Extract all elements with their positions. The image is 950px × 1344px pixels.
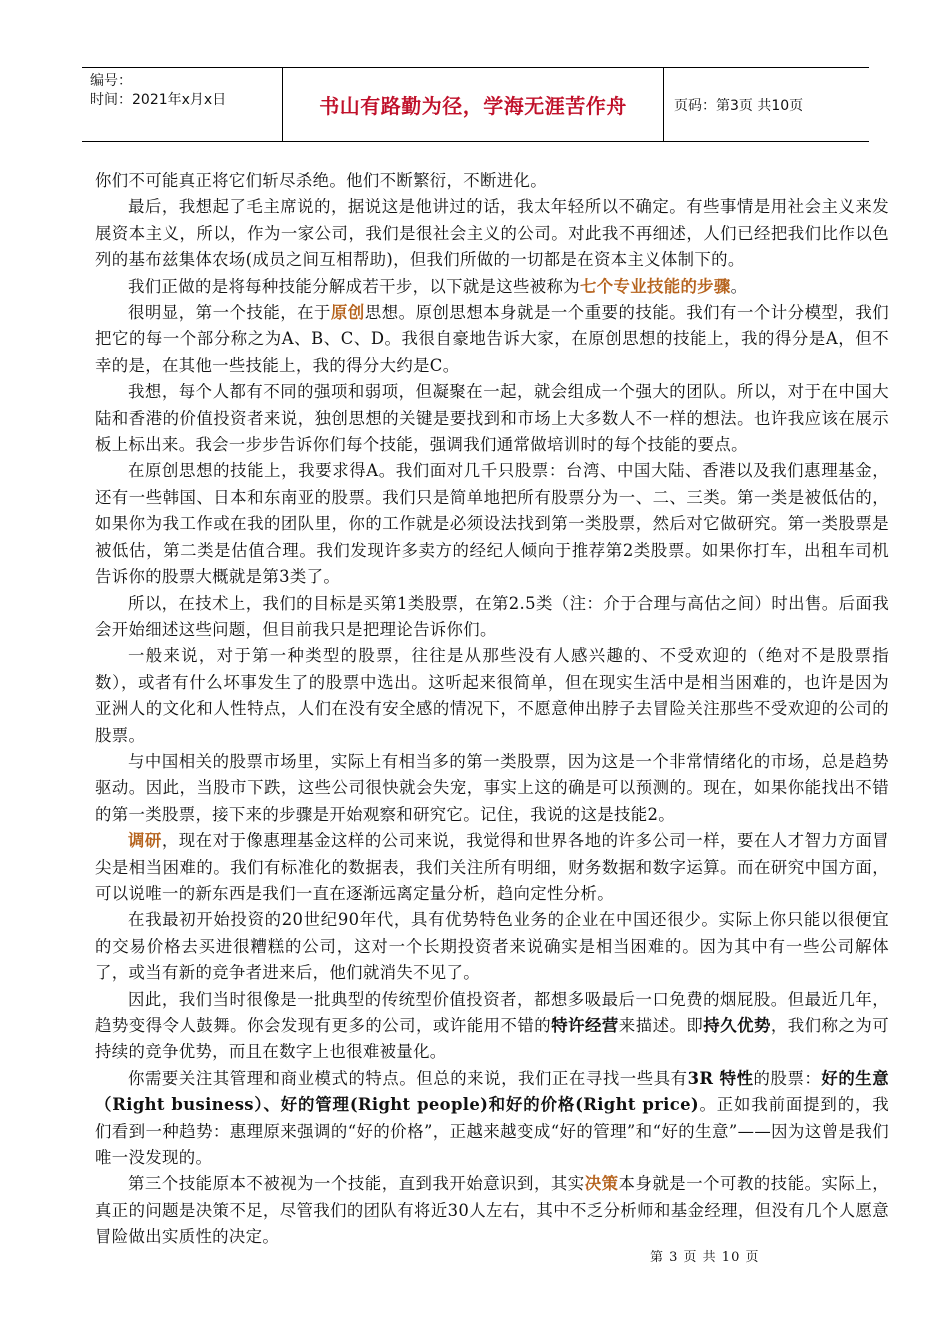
paragraph: 在原创思想的技能上，我要求得A。我们面对几千只股票：台湾、中国大陆、香港以及我们惠理基金，还有一些韩国、日本和东南亚的股票。我们只是简单地把所有股票分为一、二、三类。第一类是被低估的，如果你为我工作或在我的团队里，你的工作就是必须设法找到第一类股票，然后对它做研究。第一类股票是被低估，第二类是估值合理。我们发现许多卖方的经纪人倾向于推荐第2类股票。如果你打车，出租车司机告诉你的股票大概就是第3类了。	[95, 461, 889, 587]
paragraph: 你们不可能真正将它们斩尽杀绝。他们不断繁衍，不断进化。	[95, 171, 547, 190]
bold-term: 特许经营	[551, 1016, 619, 1035]
paragraph: 在我最初开始投资的20世纪90年代，具有优势特色业务的企业在中国还很少。实际上你只能以很便宜的交易价格去买进很糟糕的公司，这对一个长期投资者来说确实是相当困难的。因为其中有一些公司解体了，或当有新的竞争者进来后，他们就消失不见了。	[95, 910, 889, 983]
paragraph: 最后，我想起了毛主席说的，据说这是他讲过的话，我太年轻所以不确定。有些事情是用社会主义来发展资本主义，所以，作为一家公司，我们是很社会主义的公司。对此我不再细述，人们已经把我们比作以色列的基布兹集体农场(成员之间互相帮助)，但我们所做的一切都是在资本主义体制下的。	[95, 197, 889, 270]
text-run: 你需要关注其管理和商业模式的特点。但总的来说，我们正在寻找一些具有	[128, 1068, 688, 1088]
paragraph: 与中国相关的股票市场里，实际上有相当多的第一类股票，因为这是一个非常情绪化的市场，总是趋势驱动。因此，当股市下跌，这些公司很快就会失宠，事实上这的确是可以预测的。现在，如果你能找出不错的第一类股票，接下来的步骤是开始观察和研究它。记住，我说的这是技能2。	[95, 751, 889, 824]
header-meta	[82, 68, 283, 141]
paragraph: 所以，在技术上，我们的目标是买第1类股票，在第2.5类（注：介于合理与高估之间）时出售。后面我会开始细述这些问题，但目前我只是把理论告诉你们。	[95, 593, 889, 639]
paragraph	[95, 828, 889, 907]
text-run: 的股票：	[753, 1068, 822, 1088]
text-run: 。正如我前面提到的，我们看到一种趋势：惠理原来强调的“好的价格”，正越来越变成“好的管理”和“好的生意”——因为这曾是我们唯一没发现的。	[95, 1095, 889, 1168]
text-run: ，我们称之为可持续的竞争优势，而且在数字上也很难被量化。	[95, 1016, 890, 1062]
text-run: 很明显，第一个技能，在于	[128, 303, 331, 323]
highlight-term: 决策	[584, 1174, 619, 1194]
page-header	[82, 67, 869, 142]
text-run: 。	[730, 276, 748, 296]
highlight-term: 原创	[330, 303, 365, 323]
text-run: 因此，我们当时很像是一批典型的传统型价值投资者，都想多吸最后一口免费的烟屁股。但最近几年，趋势变得令人鼓舞。你会发现有更多的公司，或许能用不错的	[95, 989, 889, 1035]
bold-term: 好的生意（Right business）、好的管理(Right people)和好的价格(Right price)	[95, 1068, 889, 1115]
paragraph	[95, 1066, 889, 1172]
highlight-term: 七个专业技能的步骤	[580, 276, 731, 296]
highlight-term: 调研	[128, 831, 162, 851]
text-run: 我们正做的是将每种技能分解成若干步，以下就是这些被称为	[128, 276, 580, 296]
paragraph: 一般来说，对于第一种类型的股票，往往是从那些没有人感兴趣的、不受欢迎的（绝对不是股票指数），或者有什么坏事发生了的股票中选出。这听起来很简单，但在现实生活中是相当困难的，也许是因为亚洲人的文化和人性特点，人们在没有安全感的情况下，不愿意伸出脖子去冒险关注那些不受欢迎的公司的股票。	[95, 646, 889, 745]
document-number: 编号：	[90, 73, 132, 89]
header-page-number: 页码：第3页 共10页	[674, 97, 804, 114]
text-run: ，现在对于像惠理基金这样的公司来说，我觉得和世界各地的许多公司一样，要在人才智力方面冒尖是相当困难的。我们有标准化的数据表，我们关注所有明细，财务数据和数字运算。而在研究中国方面，可以说唯一的新东西是我们一直在逐渐远离定量分析，趋向定性分析。	[95, 831, 889, 903]
paragraph	[95, 1171, 889, 1250]
page-footer: 第 3 页 共 10 页	[650, 1250, 760, 1265]
text-run: 第三个技能原本不被视为一个技能，直到我开始意识到，其实	[128, 1174, 585, 1194]
text-run: 思想。原创思想本身就是一个重要的技能。我们有一个计分模型，我们把它的每一个部分称之为A、B、C、D。我很自豪地告诉大家，在原创思想的技能上，我的得分是A，但不幸的是，在其他一些技能上，我的得分大约是C。	[95, 303, 890, 375]
document-body	[95, 168, 889, 1251]
document-time: 时间：2021年x月x日	[90, 92, 227, 108]
text-run: 来描述。即	[618, 1016, 704, 1035]
paragraph	[95, 987, 889, 1066]
paragraph	[95, 274, 889, 300]
bold-term: 持久优势	[703, 1016, 771, 1035]
header-motto: 书山有路勤为径，学海无涯苦作舟	[283, 68, 664, 141]
text-run: 本身就是一个可教的技能。实际上，真正的问题是决策不足，尽管我们的团队有将近30人左右，其中不乏分析师和基金经理，但没有几个人愿意冒险做出实质性的决定。	[95, 1174, 890, 1247]
paragraph	[95, 300, 889, 379]
bold-term: 3R 特性	[687, 1068, 754, 1088]
paragraph: 我想，每个人都有不同的强项和弱项，但凝聚在一起，就会组成一个强大的团队。所以，对于在中国大陆和香港的价值投资者来说，独创思想的关键是要找到和市场上大多数人不一样的想法。也许我应该在展示板上标出来。我会一步步告诉你们每个技能，强调我们通常做培训时的每个技能的要点。	[95, 382, 889, 455]
